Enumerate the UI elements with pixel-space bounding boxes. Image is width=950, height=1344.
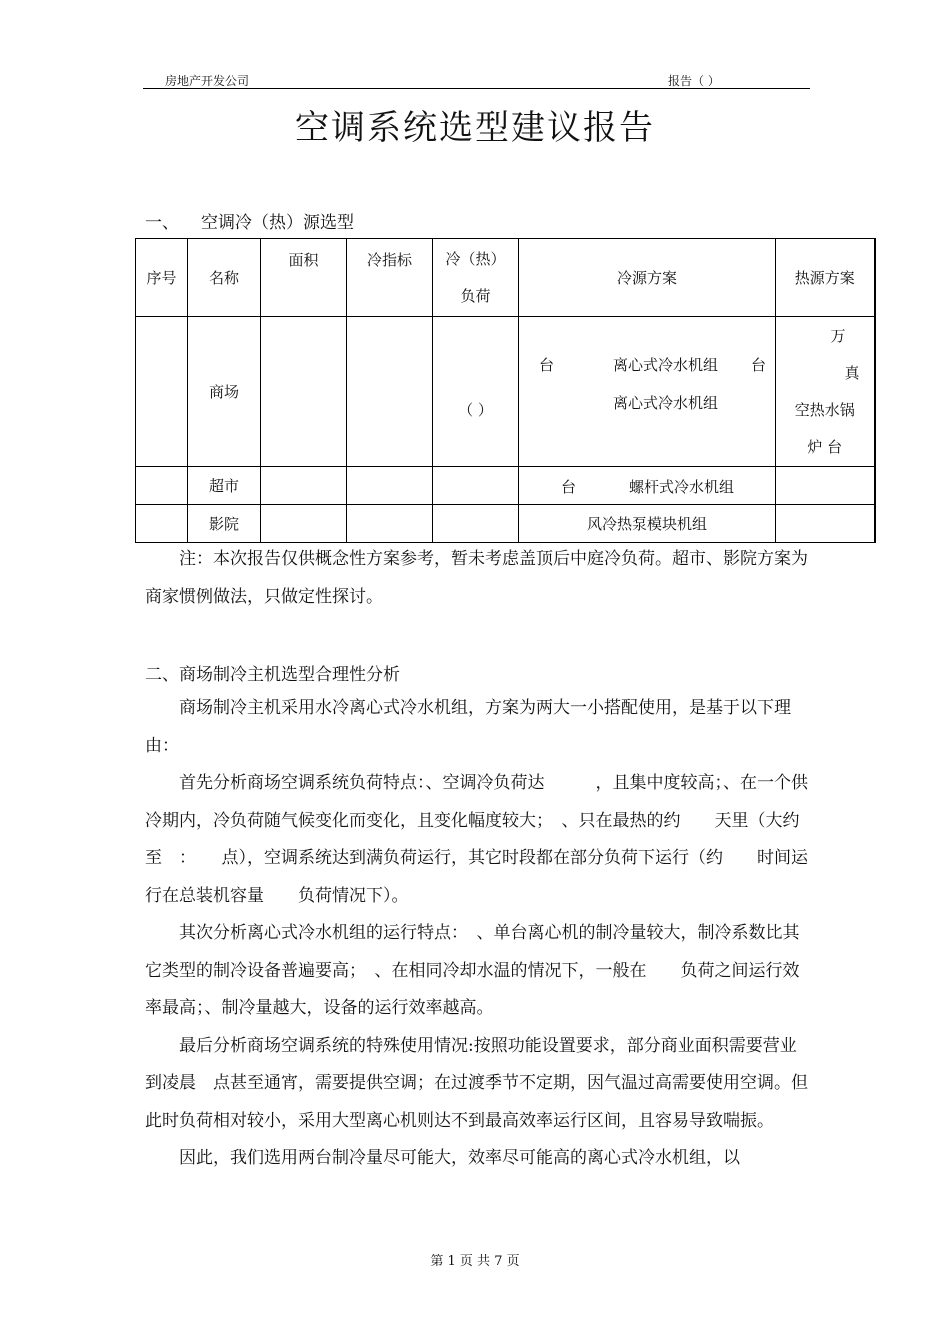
heating-line2: 真 bbox=[844, 363, 860, 382]
heating-line1: 万 bbox=[830, 326, 846, 345]
paragraph: 最后分析商场空调系统的特殊使用情况:按照功能设置要求，部分商业面积需要营业到凌晨 点甚至通宵，需要提供空调；在过渡季节不定期，因气温过高需要使用空调。但此时负荷相对较小，采用大型离心机则达不到最高效率运行区间，且容易导致喘振。 bbox=[145, 1035, 808, 1131]
row-heating-plan bbox=[776, 505, 875, 543]
row-load bbox=[433, 467, 519, 505]
section2-body bbox=[145, 690, 851, 1178]
row-heating-plan bbox=[776, 467, 875, 505]
row-index bbox=[136, 467, 188, 505]
row-cooling-index bbox=[347, 317, 433, 467]
header-name: 名称 bbox=[188, 239, 261, 317]
row-cooling-index bbox=[347, 467, 433, 505]
header-cooling-plan: 冷源方案 bbox=[519, 239, 776, 317]
header-company: 房地产开发公司 bbox=[165, 74, 250, 88]
cooling-type-a: 离心式冷水机组 bbox=[613, 355, 719, 374]
table-row bbox=[136, 317, 875, 467]
paragraph: 其次分析离心式冷水机组的运行特点： 、单台离心机的制冷量较大，制冷系数比其它类型的制冷设备普遍要高； 、在相同冷却水温的情况下，一般在 负荷之间运行效率最高；、制冷量越大，设备的运行效率越高。 bbox=[145, 923, 800, 1018]
header-report: 报告（ ） bbox=[668, 74, 720, 88]
row-name: 商场 bbox=[188, 317, 261, 467]
header-load-line2: 负荷 bbox=[460, 287, 491, 305]
heating-line3: 空热水锅 bbox=[794, 400, 855, 419]
row-cooling-plan: 风冷热泵模块机组 bbox=[519, 505, 776, 543]
table-header-row bbox=[136, 239, 875, 317]
header-heating-plan: 热源方案 bbox=[776, 239, 875, 317]
section2-title: 二、商场制冷主机选型合理性分析 bbox=[145, 665, 400, 685]
paragraph: 因此，我们选用两台制冷量尽可能大，效率尽可能高的离心式冷水机组，以 bbox=[179, 1148, 740, 1168]
row-name: 影院 bbox=[188, 505, 261, 543]
cooling-type-b: 离心式冷水机组 bbox=[613, 393, 719, 412]
heating-line4: 炉 台 bbox=[807, 437, 843, 456]
row-cooling-index bbox=[347, 505, 433, 543]
row-area bbox=[261, 505, 347, 543]
header-index: 序号 bbox=[136, 239, 188, 317]
table-note: 注：本次报告仅供概念性方案参考，暂未考虑盖顶后中庭冷负荷。超市、影院方案为商家惯例做法，只做定性探讨。 bbox=[145, 549, 808, 607]
row-load: （ ） bbox=[433, 317, 519, 467]
cooling-type: 螺杆式冷水机组 bbox=[629, 477, 735, 496]
row-area bbox=[261, 467, 347, 505]
cooling-qty: 台 bbox=[561, 477, 577, 496]
row-heating-plan bbox=[776, 317, 875, 467]
cooling-qty-b: 台 bbox=[751, 355, 767, 374]
header-cooling-index: 冷指标 bbox=[347, 239, 433, 317]
page-title: 空调系统选型建议报告 bbox=[295, 108, 655, 148]
row-cooling-plan bbox=[519, 467, 776, 505]
header-load-line1: 冷（热） bbox=[445, 250, 506, 268]
row-cooling-plan bbox=[519, 317, 776, 467]
row-index bbox=[136, 317, 188, 467]
paragraph: 商场制冷主机采用水冷离心式冷水机组，方案为两大一小搭配使用，是基于以下理由： bbox=[145, 698, 791, 756]
section1-number: 一、 bbox=[145, 213, 179, 233]
header-load bbox=[433, 239, 519, 317]
table-row bbox=[136, 505, 875, 543]
cooling-qty-a: 台 bbox=[539, 355, 555, 374]
cooling-source-table bbox=[135, 238, 876, 543]
header-area: 面积 bbox=[261, 239, 347, 317]
row-load bbox=[433, 505, 519, 543]
row-area bbox=[261, 317, 347, 467]
paragraph: 首先分析商场空调系统负荷特点：、空调冷负荷达 ，且集中度较高；、在一个供冷期内，冷负荷随气候变化而变化，且变化幅度较大； 、只在最热的约 天里（大约 至 ： 点），空调系统达到满负荷运行，其它时段都在部分负荷下运行（约 时间运行在总装机容量 负荷情况下）。 bbox=[145, 773, 851, 906]
header-divider bbox=[143, 88, 810, 89]
row-index bbox=[136, 505, 188, 543]
section1-title: 空调冷（热）源选型 bbox=[201, 213, 354, 233]
row-name: 超市 bbox=[188, 467, 261, 505]
table-row bbox=[136, 467, 875, 505]
page-footer: 第 1 页 共 7 页 bbox=[430, 1254, 520, 1269]
